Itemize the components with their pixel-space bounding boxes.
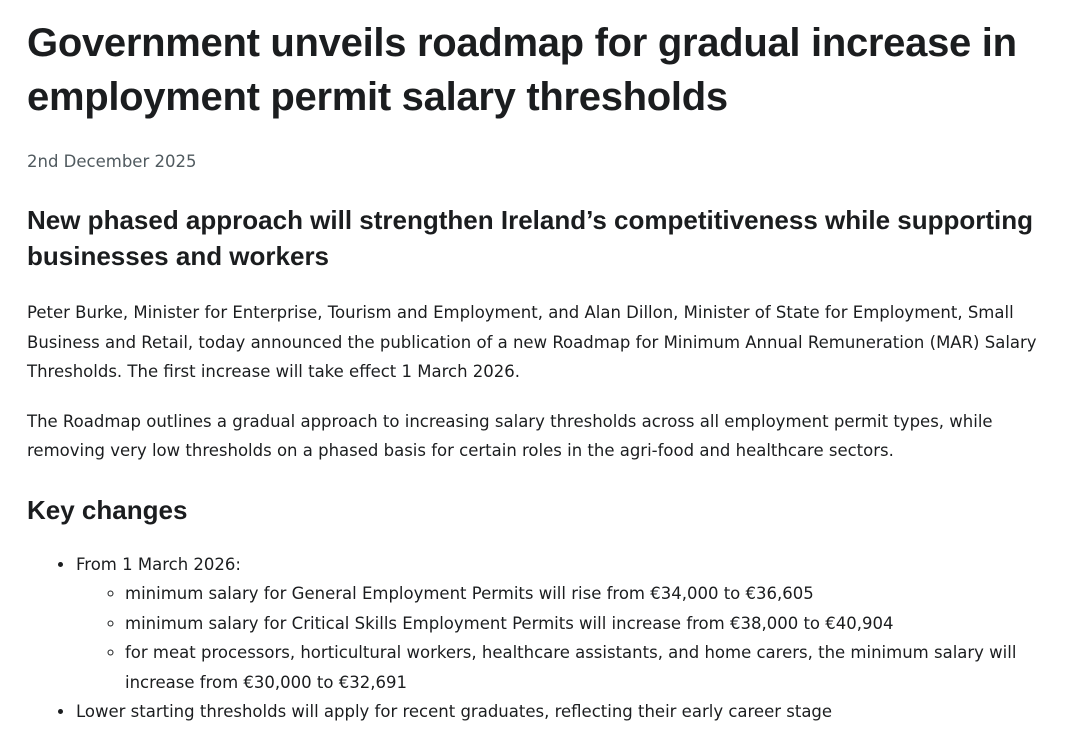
paragraph-roadmap: The Roadmap outlines a gradual approach to increasing salary thresholds across all employment permit types, while removing very low thresholds on a phased basis for certain roles in the agri-food and healthcare sectors. [27,411,993,460]
paragraph-intro: Peter Burke, Minister for Enterprise, Tourism and Employment, and Alan Dillon, Minister of State for Employment, Small Business and Retail, today announced the publication of a new Roadmap for Minimum Annual Remuneration (MAR) Salary Thresholds. The first increase will take effect 1 March 2026. [27,303,1037,381]
list-item [75,550,1053,698]
publish-date: 2nd December 2025 [27,152,197,171]
sub-list [76,579,1053,697]
article-subtitle: New phased approach will strengthen Ireland’s competitiveness while supporting businesses and workers [27,205,1034,271]
sub-list-item: ◦ for meat processors, horticultural workers, healthcare assistants, and home carers, the minimum salary will increase from €30,000 to €32,691 [125,638,1053,697]
page-title: Government unveils roadmap for gradual increase in employment permit salary thresholds [27,21,1017,119]
sub-list-item: ◦ minimum salary for Critical Skills Employment Permits will increase from €38,000 to €40,904 [125,609,1053,639]
list-item-text: From 1 March 2026: [76,554,241,574]
key-changes-list [27,550,1053,727]
list-item: • Lower starting thresholds will apply for recent graduates, reflecting their early career stage [75,697,1053,727]
sub-list-item: ◦ minimum salary for General Employment Permits will rise from €34,000 to €36,605 [125,579,1053,609]
key-changes-heading: Key changes [27,494,188,525]
